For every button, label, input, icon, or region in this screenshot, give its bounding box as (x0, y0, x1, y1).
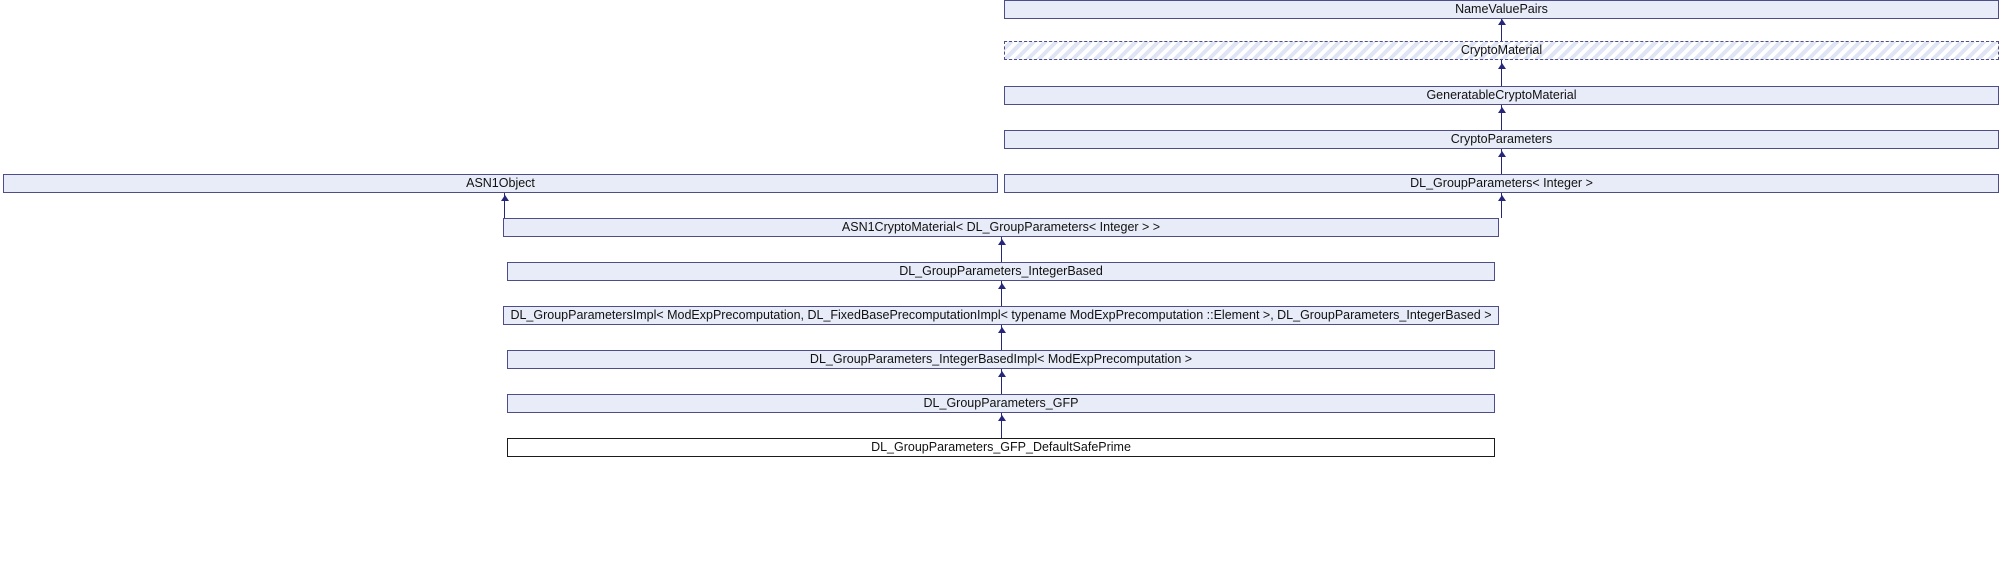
class-node-cryptomaterial[interactable] (1004, 41, 1999, 60)
class-node-label: GeneratableCryptoMaterial (1426, 87, 1577, 102)
inheritance-arrow-icon (998, 283, 1006, 289)
class-node-namevaluepairs[interactable] (1004, 0, 1999, 19)
class-node-label: DL_GroupParameters_GFP (923, 395, 1079, 410)
class-node-label: ASN1Object (466, 175, 535, 190)
inheritance-arrow-icon (501, 195, 509, 201)
inheritance-arrow-icon (998, 371, 1006, 377)
class-node-dlgroupparameters_integerbased[interactable] (507, 262, 1495, 281)
class-node-asn1object[interactable] (3, 174, 998, 193)
inheritance-arrow-icon (1498, 107, 1506, 113)
class-node-label: DL_GroupParameters_IntegerBased (899, 263, 1103, 278)
class-node-generatablecryptomaterial[interactable] (1004, 86, 1999, 105)
inheritance-arrow-icon (1498, 195, 1506, 201)
class-node-dlgroupparameters_integerbasedimpl[interactable] (507, 350, 1495, 369)
class-node-label: NameValuePairs (1455, 1, 1548, 16)
class-node-dlgroupparameters_integer[interactable] (1004, 174, 1999, 193)
class-node-label: CryptoParameters (1450, 131, 1553, 146)
inheritance-arrow-icon (998, 239, 1006, 245)
class-node-label: DL_GroupParametersImpl< ModExpPrecomputation, DL_FixedBasePrecomputationImpl< typename ModExpPrecomputation ::Element >, DL_GroupParameters_IntegerBased > (510, 307, 1492, 322)
inheritance-arrow-icon (1498, 63, 1506, 69)
class-node-label: DL_GroupParameters_IntegerBasedImpl< ModExpPrecomputation > (809, 351, 1193, 366)
class-node-label: DL_GroupParameters< Integer > (1410, 175, 1593, 190)
class-node-asn1cryptomaterial[interactable] (503, 218, 1499, 237)
class-node-label: DL_GroupParameters_GFP_DefaultSafePrime (871, 439, 1131, 454)
class-node-cryptoparameters[interactable] (1004, 130, 1999, 149)
class-node-label: ASN1CryptoMaterial< DL_GroupParameters< Integer > > (841, 219, 1161, 234)
inheritance-arrow-icon (998, 327, 1006, 333)
inheritance-arrow-icon (998, 415, 1006, 421)
inheritance-arrow-icon (1498, 19, 1506, 25)
class-node-dlgroupparameters_gfp[interactable] (507, 394, 1495, 413)
class-node-dlgroupparameters_gfp_defaultsafeprime[interactable] (507, 438, 1495, 457)
class-node-label: CryptoMaterial (1460, 42, 1543, 57)
inheritance-arrow-icon (1498, 151, 1506, 157)
class-node-dlgroupparametersimpl[interactable] (503, 306, 1499, 325)
